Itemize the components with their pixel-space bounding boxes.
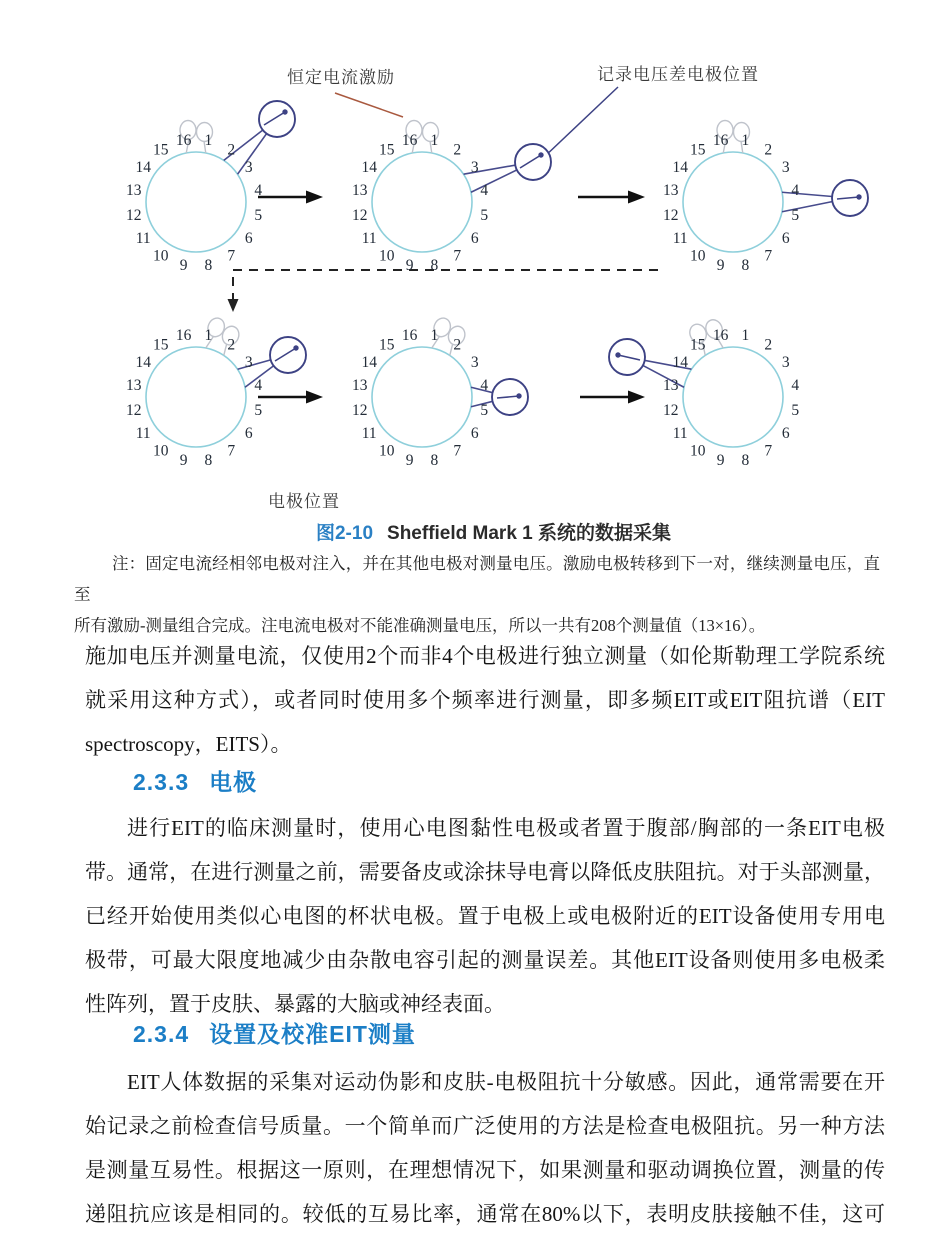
- figure-number: 图2-10: [315, 523, 374, 544]
- electrode-number: 5: [254, 206, 263, 224]
- text-line: 递阻抗应该是相同的。较低的互易比率，通常在80%以下，表明皮肤接触不佳，这可: [85, 1202, 885, 1226]
- text-line: 是测量互易性。根据这一原则，在理想情况下，如果测量和驱动调换位置，测量的传: [85, 1158, 885, 1182]
- electrode-number: 9: [716, 256, 725, 274]
- electrode-number: 8: [204, 451, 213, 469]
- electrode-number: 16: [175, 327, 192, 345]
- text-line: 极带，可最大限度地减少由杂散电容引起的测量误差。其他EIT设备则使用多电极柔: [85, 948, 885, 972]
- text-line: 施加电压并测量电流，仅使用2个而非4个电极进行独立测量（如伦斯勒理工学院系统: [85, 644, 885, 668]
- electrode-number: 2: [227, 141, 236, 159]
- electrode-number: 15: [152, 141, 169, 159]
- electrode-number: 4: [791, 377, 800, 395]
- pointer-line-voltage-recording: [542, 87, 618, 159]
- electrode-number: 14: [672, 159, 688, 177]
- electrode-number: 3: [244, 354, 253, 372]
- electrode-number: 11: [135, 424, 151, 442]
- electrode-number: 4: [254, 182, 263, 200]
- electrode-number: 15: [378, 336, 395, 354]
- voltmeter-icon: [259, 101, 295, 137]
- figure-title: Sheffield Mark 1 系统的数据采集: [387, 523, 672, 544]
- electrode-number: 3: [781, 354, 790, 372]
- note-line: 所有激励-测量组合完成。注电流电极对不能准确测量电压，所以一共有208个测量值（13×16）。: [74, 616, 766, 635]
- voltmeter-icon: [270, 337, 306, 373]
- electrode-ring-top-2: [352, 121, 551, 274]
- electrode-number: 15: [378, 141, 395, 159]
- electrode-number: 14: [135, 159, 151, 177]
- section-heading-2-3-4: [133, 1016, 416, 1049]
- electrode-number: 5: [791, 401, 800, 419]
- flow-arrow-bottom-2: [580, 391, 645, 404]
- electrode-number: 6: [244, 424, 253, 442]
- electrode-number: 9: [405, 256, 414, 274]
- paragraph-electrodes: [85, 806, 885, 1026]
- flow-arrow-top-2: [578, 191, 645, 204]
- electrode-number: 16: [712, 132, 729, 150]
- electrode-number: 11: [135, 229, 151, 247]
- electrode-number: 1: [430, 327, 439, 345]
- electrode-number: 6: [781, 424, 790, 442]
- electrode-number: 5: [254, 401, 263, 419]
- figure-note: [74, 548, 880, 641]
- electrode-number: 11: [361, 424, 377, 442]
- electrode-number: 16: [712, 327, 729, 345]
- electrode-number: 13: [125, 377, 142, 395]
- electrode-number: 7: [227, 247, 236, 265]
- paragraph-setup-calibration: [85, 1060, 885, 1236]
- figure-caption: [40, 518, 947, 545]
- electrode-number: 12: [351, 206, 368, 224]
- electrode-number: 10: [689, 247, 706, 265]
- electrode-number: 9: [405, 451, 414, 469]
- section-heading-2-3-3: [133, 764, 257, 797]
- label-constant-current-excitation: 恒定电流激励: [287, 68, 395, 87]
- electrode-number: 5: [791, 206, 800, 224]
- electrode-number: 6: [244, 229, 253, 247]
- electrode-number: 8: [204, 256, 213, 274]
- electrode-ring-bottom-2: [352, 316, 528, 469]
- electrode-number: 4: [480, 377, 489, 395]
- electrode-number: 11: [672, 424, 688, 442]
- electrode-number: 1: [430, 132, 439, 150]
- electrode-number: 3: [244, 159, 253, 177]
- electrode-number: 1: [204, 327, 213, 345]
- label-electrode-position: 电极位置: [268, 492, 340, 511]
- electrode-number: 10: [378, 442, 395, 460]
- electrode-number: 2: [764, 141, 773, 159]
- text-line: 性阵列，置于皮肤、暴露的大脑或神经表面。: [85, 992, 505, 1016]
- electrode-number: 7: [764, 247, 773, 265]
- electrode-number: 13: [351, 182, 368, 200]
- electrode-number: 12: [125, 206, 142, 224]
- electrode-number: 10: [152, 247, 169, 265]
- electrode-number: 6: [470, 229, 479, 247]
- text-line: EIT人体数据的采集对运动伪影和皮肤-电极阻抗十分敏感。因此，通常需要在开: [127, 1070, 885, 1094]
- electrode-number: 15: [152, 336, 169, 354]
- electrode-number: 13: [662, 182, 679, 200]
- electrode-number: 14: [135, 354, 151, 372]
- electrode-ring-diagrams: [126, 101, 868, 469]
- electrode-number: 1: [741, 132, 750, 150]
- electrode-number: 16: [401, 327, 418, 345]
- electrode-number: 11: [361, 229, 377, 247]
- electrode-number: 2: [453, 336, 462, 354]
- note-line: 注：固定电流经相邻电极对注入，并在其他电极对测量电压。激励电极转移到下一对，继续测量电压，直至: [74, 554, 880, 604]
- electrode-number: 14: [672, 354, 688, 372]
- electrode-number: 12: [662, 206, 679, 224]
- electrode-number: 13: [662, 377, 679, 395]
- electrode-number: 8: [430, 256, 439, 274]
- electrode-ring-top-3: [663, 121, 868, 274]
- electrode-number: 15: [689, 336, 706, 354]
- electrode-number: 5: [480, 401, 489, 419]
- electrode-number: 11: [672, 229, 688, 247]
- electrode-number: 9: [716, 451, 725, 469]
- electrode-ring-bottom-1: [126, 316, 306, 469]
- electrode-number: 9: [179, 451, 188, 469]
- figure-2-10-diagram: [0, 0, 947, 520]
- electrode-number: 14: [361, 354, 377, 372]
- electrode-number: 7: [227, 442, 236, 460]
- voltmeter-icon: [515, 144, 551, 180]
- electrode-number: 15: [689, 141, 706, 159]
- electrode-number: 4: [254, 377, 263, 395]
- electrode-number: 6: [470, 424, 479, 442]
- electrode-number: 13: [351, 377, 368, 395]
- electrode-number: 16: [175, 132, 192, 150]
- electrode-number: 10: [689, 442, 706, 460]
- electrode-ring-top-1: [126, 101, 295, 274]
- electrode-number: 12: [351, 401, 368, 419]
- electrode-number: 4: [480, 182, 489, 200]
- electrode-number: 10: [152, 442, 169, 460]
- electrode-number: 14: [361, 159, 377, 177]
- electrode-number: 1: [204, 132, 213, 150]
- electrode-number: 2: [453, 141, 462, 159]
- electrode-number: 13: [125, 182, 142, 200]
- text-line: 已经开始使用类似心电图的杯状电极。置于电极上或电极附近的EIT设备使用专用电: [85, 904, 885, 928]
- electrode-number: 2: [764, 336, 773, 354]
- paragraph-measurement-methods: [85, 634, 885, 766]
- flow-arrow-bottom-1: [258, 391, 323, 404]
- electrode-number: 10: [378, 247, 395, 265]
- section-title: 设置及校准EIT测量: [209, 1021, 416, 1047]
- electrode-number: 4: [791, 182, 800, 200]
- text-line: 就采用这种方式），或者同时使用多个频率进行测量，即多频EIT或EIT阻抗谱（EIT: [85, 688, 885, 712]
- section-number: 2.3.4: [133, 1021, 190, 1047]
- electrode-ring-bottom-3: [609, 315, 799, 468]
- electrode-number: 3: [470, 159, 479, 177]
- electrode-number: 16: [401, 132, 418, 150]
- electrode-number: 7: [764, 442, 773, 460]
- electrode-number: 3: [781, 159, 790, 177]
- electrode-number: 7: [453, 442, 462, 460]
- electrode-number: 1: [741, 327, 750, 345]
- section-title: 电极: [209, 769, 258, 795]
- text-line: 带。通常，在进行测量之前，需要备皮或涂抹导电膏以降低皮肤阻抗。对于头部测量，: [85, 860, 885, 884]
- text-line: spectroscopy，EITS）。: [85, 732, 292, 756]
- electrode-number: 3: [470, 354, 479, 372]
- electrode-number: 12: [125, 401, 142, 419]
- electrode-number: 9: [179, 256, 188, 274]
- electrode-number: 5: [480, 206, 489, 224]
- electrode-number: 6: [781, 229, 790, 247]
- electrode-number: 7: [453, 247, 462, 265]
- section-number: 2.3.3: [133, 769, 190, 795]
- electrode-number: 8: [741, 451, 750, 469]
- flow-arrow-top-1: [258, 191, 323, 204]
- label-voltage-recording-electrodes: 记录电压差电极位置: [597, 65, 759, 84]
- electrode-number: 2: [227, 336, 236, 354]
- electrode-number: 12: [662, 401, 679, 419]
- pointer-line-current-excitation: [335, 93, 403, 117]
- electrode-number: 8: [430, 451, 439, 469]
- text-line: 进行EIT的临床测量时，使用心电图黏性电极或者置于腹部/胸部的一条EIT电极: [127, 816, 885, 840]
- dashed-connector: [228, 270, 659, 312]
- text-line: 始记录之前检查信号质量。一个简单而广泛使用的方法是检查电极阻抗。另一种方法: [85, 1114, 885, 1138]
- electrode-number: 8: [741, 256, 750, 274]
